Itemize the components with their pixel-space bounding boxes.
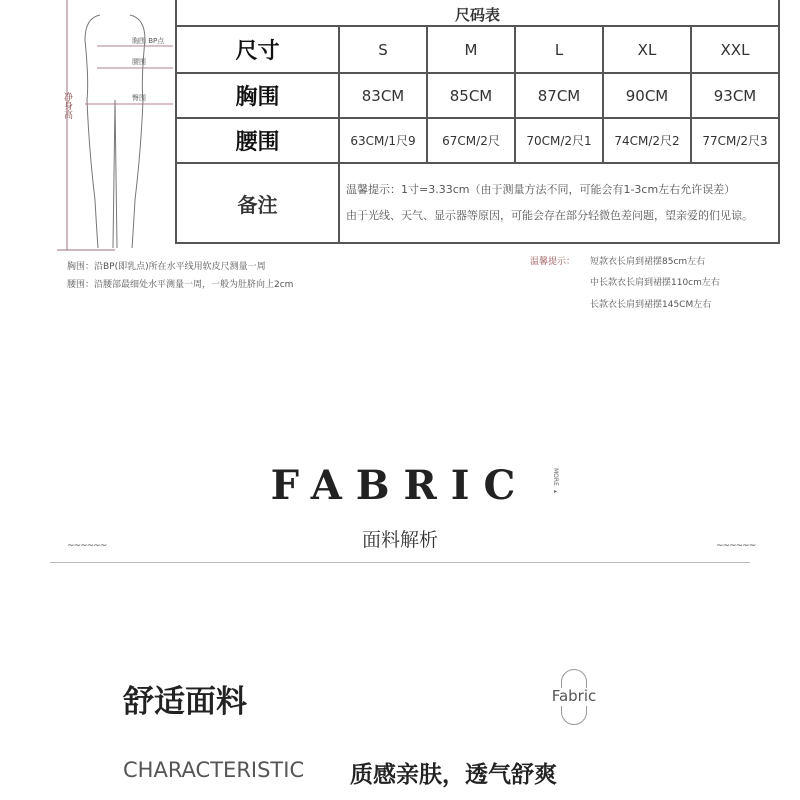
length-tip: 中长款衣长肩到裙摆110cm左右 (590, 278, 720, 288)
row-label: 胸围 (176, 73, 339, 118)
measure-note: 腰围：沿腰部最细处水平测量一周，一般为肚脐向上2cm (67, 280, 294, 290)
table-row (176, 118, 779, 163)
divider (50, 562, 750, 563)
feature-title: 舒适面料 (123, 684, 247, 720)
table-row (176, 73, 779, 118)
note-line: 温馨提示：1寸=3.33cm（由于测量方法不同，可能会有1-3cm左右允许误差） (346, 183, 736, 196)
size-chart-title: 尺码表 (176, 0, 779, 26)
wave-decoration: ~~~~~~ (67, 541, 107, 551)
length-tip: 短款衣长肩到裙摆85cm左右 (590, 257, 706, 267)
characteristic-label: CHARACTERISTIC (123, 758, 305, 782)
table-cell: 67CM/2尺 (427, 118, 515, 163)
table-cell: 93CM (691, 73, 779, 118)
row-label: 腰围 (176, 118, 339, 163)
table-cell: 83CM (339, 73, 427, 118)
table-cell: 87CM (515, 73, 603, 118)
measure-note: 胸围：沿BP(即乳点)所在水平线用软皮尺测量一周 (67, 262, 266, 272)
length-tip: 长款衣长肩到裙摆145CM左右 (590, 300, 712, 310)
wave-decoration: ~~~~~~ (716, 541, 756, 551)
table-cell: 90CM (603, 73, 691, 118)
notes-text (339, 163, 779, 243)
table-cell: 77CM/2尺3 (691, 118, 779, 163)
waist-label: 腰围 (132, 58, 146, 66)
table-cell: 85CM (427, 73, 515, 118)
length-tips-label: 温馨提示： (530, 257, 576, 267)
notes-label: 备注 (176, 163, 339, 243)
note-line: 由于光线、天气、显示器等原因，可能会存在部分轻微色差问题，望亲爱的们见谅。 (346, 209, 753, 222)
fabric-logo: FABRIC (270, 462, 530, 509)
bust-label: 胸围 BP点 (132, 37, 165, 45)
table-header-row (176, 26, 779, 73)
table-cell: 70CM/2尺1 (515, 118, 603, 163)
header-cell: XL (603, 26, 691, 73)
header-cell: XXL (691, 26, 779, 73)
notes-row (176, 163, 779, 243)
header-cell: S (339, 26, 427, 73)
header-cell: 尺寸 (176, 26, 339, 73)
table-cell: 63CM/1尺9 (339, 118, 427, 163)
more-link[interactable]: MORE ▸ (552, 468, 559, 495)
section-subtitle: 面料解析 (361, 529, 438, 551)
table-cell: 74CM/2尺2 (603, 118, 691, 163)
header-cell: M (427, 26, 515, 73)
size-chart-table (175, 0, 780, 244)
feature-description: 质感亲肤，透气舒爽 (350, 762, 557, 788)
header-cell: L (515, 26, 603, 73)
height-label: 净身高 (62, 92, 72, 119)
hip-label: 臀围 (132, 94, 146, 102)
fabric-badge: Fabric (551, 687, 597, 705)
